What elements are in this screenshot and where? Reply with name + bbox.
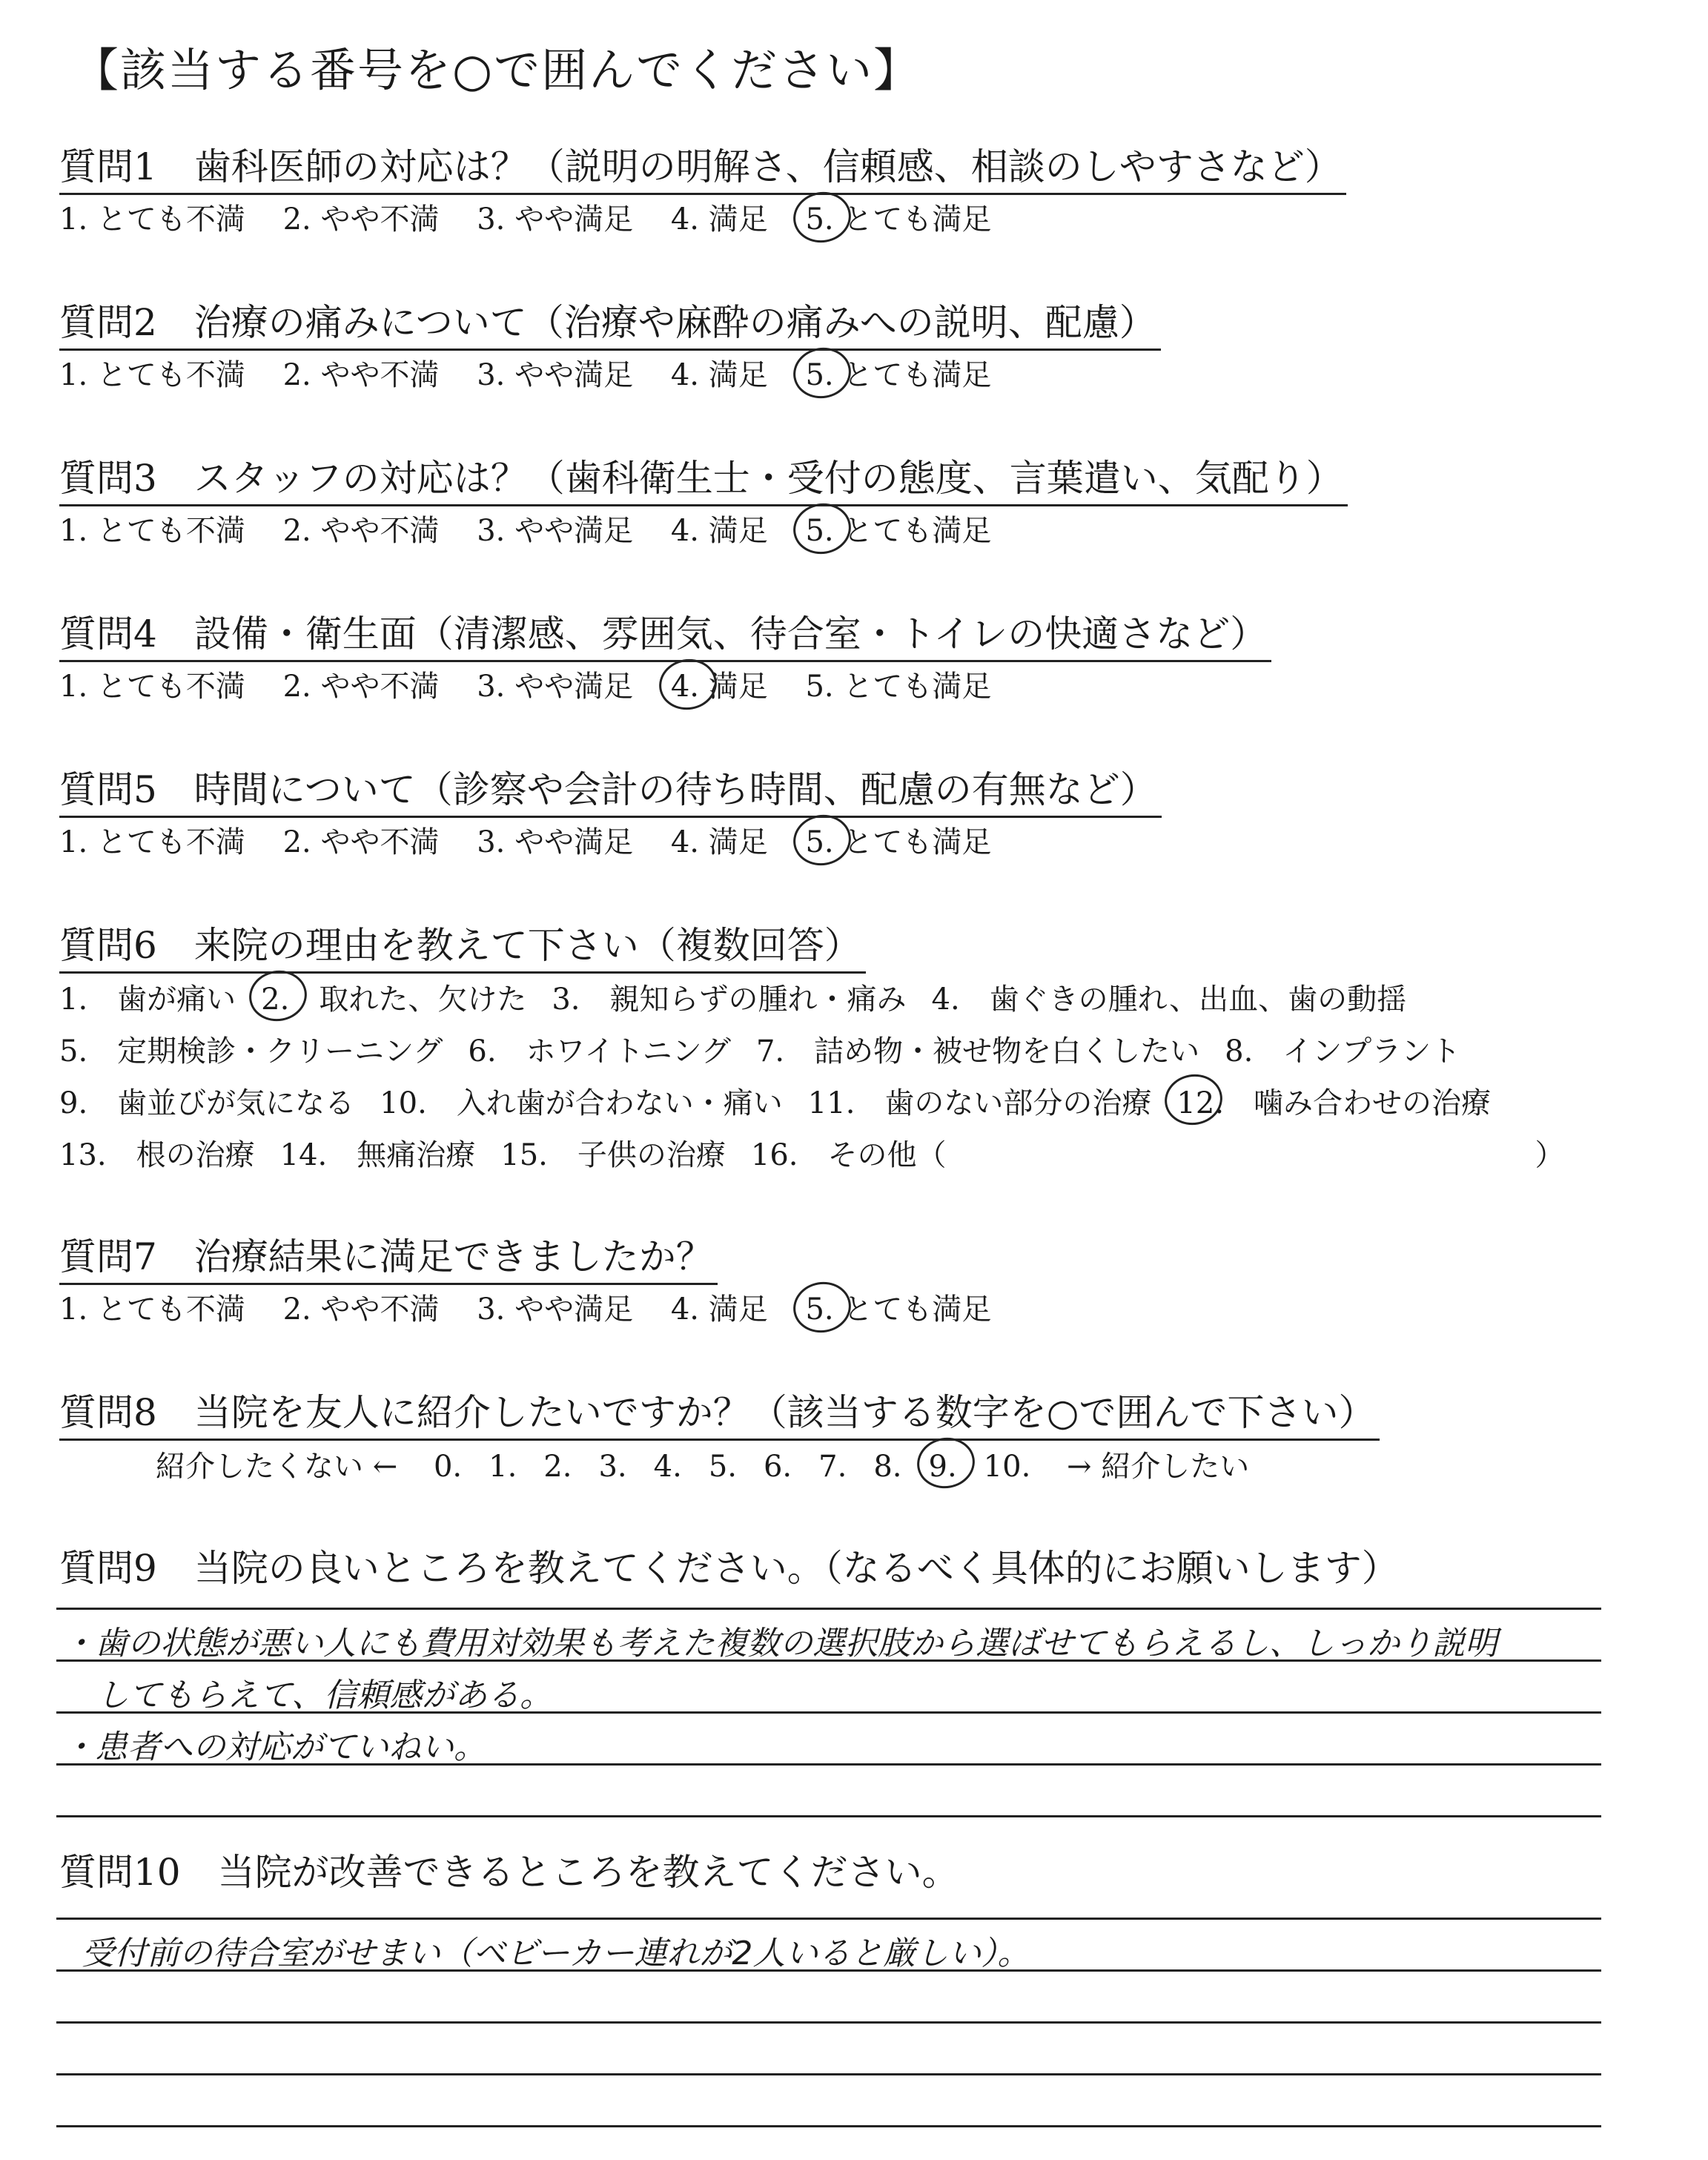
options-row: 1. とても不満 2. やや不満 3. やや満足 4. 満足 5. とても満足 (59, 1285, 1019, 1334)
selected-circle[interactable]: 5. (805, 506, 833, 555)
question-title: 質問5 時間について（診察や会計の待ち時間、配慮の有無など） (59, 764, 1162, 818)
question-title: 質問2 治療の痛みについて（治療や麻酔の痛みへの説明、配慮） (59, 297, 1161, 351)
handwritten-answer[interactable]: してもらえて、信頼感がある。 (96, 1677, 553, 1714)
answer-line (56, 1608, 1601, 1610)
question-1 (59, 141, 1346, 244)
instruction-header: 【該当する番号を○で囲んでください】 (73, 43, 921, 97)
handwritten-answer[interactable]: 受付前の待合室がせまい（ベビーカー連れが2人いると厳しい）。 (82, 1935, 1030, 1972)
question-9 (59, 1542, 1403, 1594)
question-5 (59, 764, 1162, 867)
question-8 (59, 1387, 1380, 1493)
question-3 (59, 452, 1348, 555)
question-4 (59, 608, 1271, 711)
question-title: 質問7 治療結果に満足できましたか？ (59, 1231, 718, 1285)
selected-circle[interactable]: 5. (805, 1285, 833, 1334)
options-row: 1. とても不満 2. やや不満 3. やや満足 4. 満足 5. とても満足 (59, 818, 1162, 867)
answer-line (56, 2021, 1601, 2024)
selected-circle[interactable]: 5. (805, 351, 833, 400)
question-10 (59, 1846, 964, 1898)
handwritten-answer[interactable]: ・歯の状態が悪い人にも費用対効果も考えた複数の選択肢から選ばせてもらえるし、しっかり説明 (62, 1625, 1497, 1662)
reason-row: 13. 根の治療 14. 無痛治療 15. 子供の治療 16. その他（ ） (59, 1138, 1565, 1172)
selected-circle[interactable]: 12. 噛み合わせの治療 (1176, 1077, 1491, 1129)
question-6 (59, 919, 1565, 1181)
question-title: 質問3 スタッフの対応は？（歯科衛生士・受付の態度、言葉遣い、気配り） (59, 452, 1348, 506)
answer-line (56, 2125, 1601, 2127)
recommend-scale: 紹介したくない ← 0. 1. 2. 3. 4. 5. 6. 7. 8. 9. 10. → 紹介したい (156, 1441, 1380, 1493)
options-row: 1. とても不満 2. やや不満 3. やや満足 4. 満足 5. とても満足 (59, 506, 1348, 555)
selected-circle[interactable]: 9. (929, 1441, 957, 1493)
question-2 (59, 297, 1161, 400)
selected-circle[interactable]: 5. (805, 818, 833, 867)
question-title: 質問10 当院が改善できるところを教えてください。 (59, 1851, 959, 1894)
selected-circle[interactable]: 5. (805, 195, 833, 244)
question-title: 質問4 設備・衛生面（清潔感、雰囲気、待合室・トイレの快適さなど） (59, 608, 1271, 662)
selected-circle[interactable]: 4. (671, 662, 699, 711)
options-row: 1. とても不満 2. やや不満 3. やや満足 4. 満足 5. とても満足 (59, 351, 1161, 400)
answer-line (56, 1918, 1601, 1920)
reason-row: 5. 定期検診・クリーニング 6. ホワイトニング 7. 詰め物・被せ物を白くしたい 8. インプラント (59, 1034, 1461, 1069)
reason-row: 9. 歯並びが気になる 10. 入れ歯が合わない・痛い 11. 歯のない部分の治療 12. 噛み合わせの治療 (59, 1077, 1565, 1129)
options-row: 1. とても不満 2. やや不満 3. やや満足 4. 満足 5. とても満足 (59, 662, 1271, 711)
question-title: 質問1 歯科医師の対応は？（説明の明解さ、信頼感、相談のしやすさなど） (59, 141, 1346, 195)
question-title: 質問9 当院の良いところを教えてください。（なるべく具体的にお願いします） (59, 1547, 1399, 1590)
answer-line (56, 1815, 1601, 1817)
options-row: 1. とても不満 2. やや不満 3. やや満足 4. 満足 5. とても満足 (59, 195, 1346, 244)
reason-row: 1. 歯が痛い 2. 取れた、欠けた 3. 親知らずの腫れ・痛み 4. 歯ぐきの腫れ、出血、歯の動揺 (59, 974, 1565, 1025)
question-title: 質問6 来院の理由を教えて下さい（複数回答） (59, 919, 866, 974)
question-7 (59, 1231, 1019, 1334)
question-title: 質問8 当院を友人に紹介したいですか？（該当する数字を○で囲んで下さい） (59, 1387, 1380, 1441)
answer-line (56, 2073, 1601, 2075)
handwritten-answer[interactable]: ・患者への対応がていねい。 (62, 1728, 486, 1766)
selected-circle[interactable]: 2. 取れた、欠けた (261, 974, 526, 1025)
